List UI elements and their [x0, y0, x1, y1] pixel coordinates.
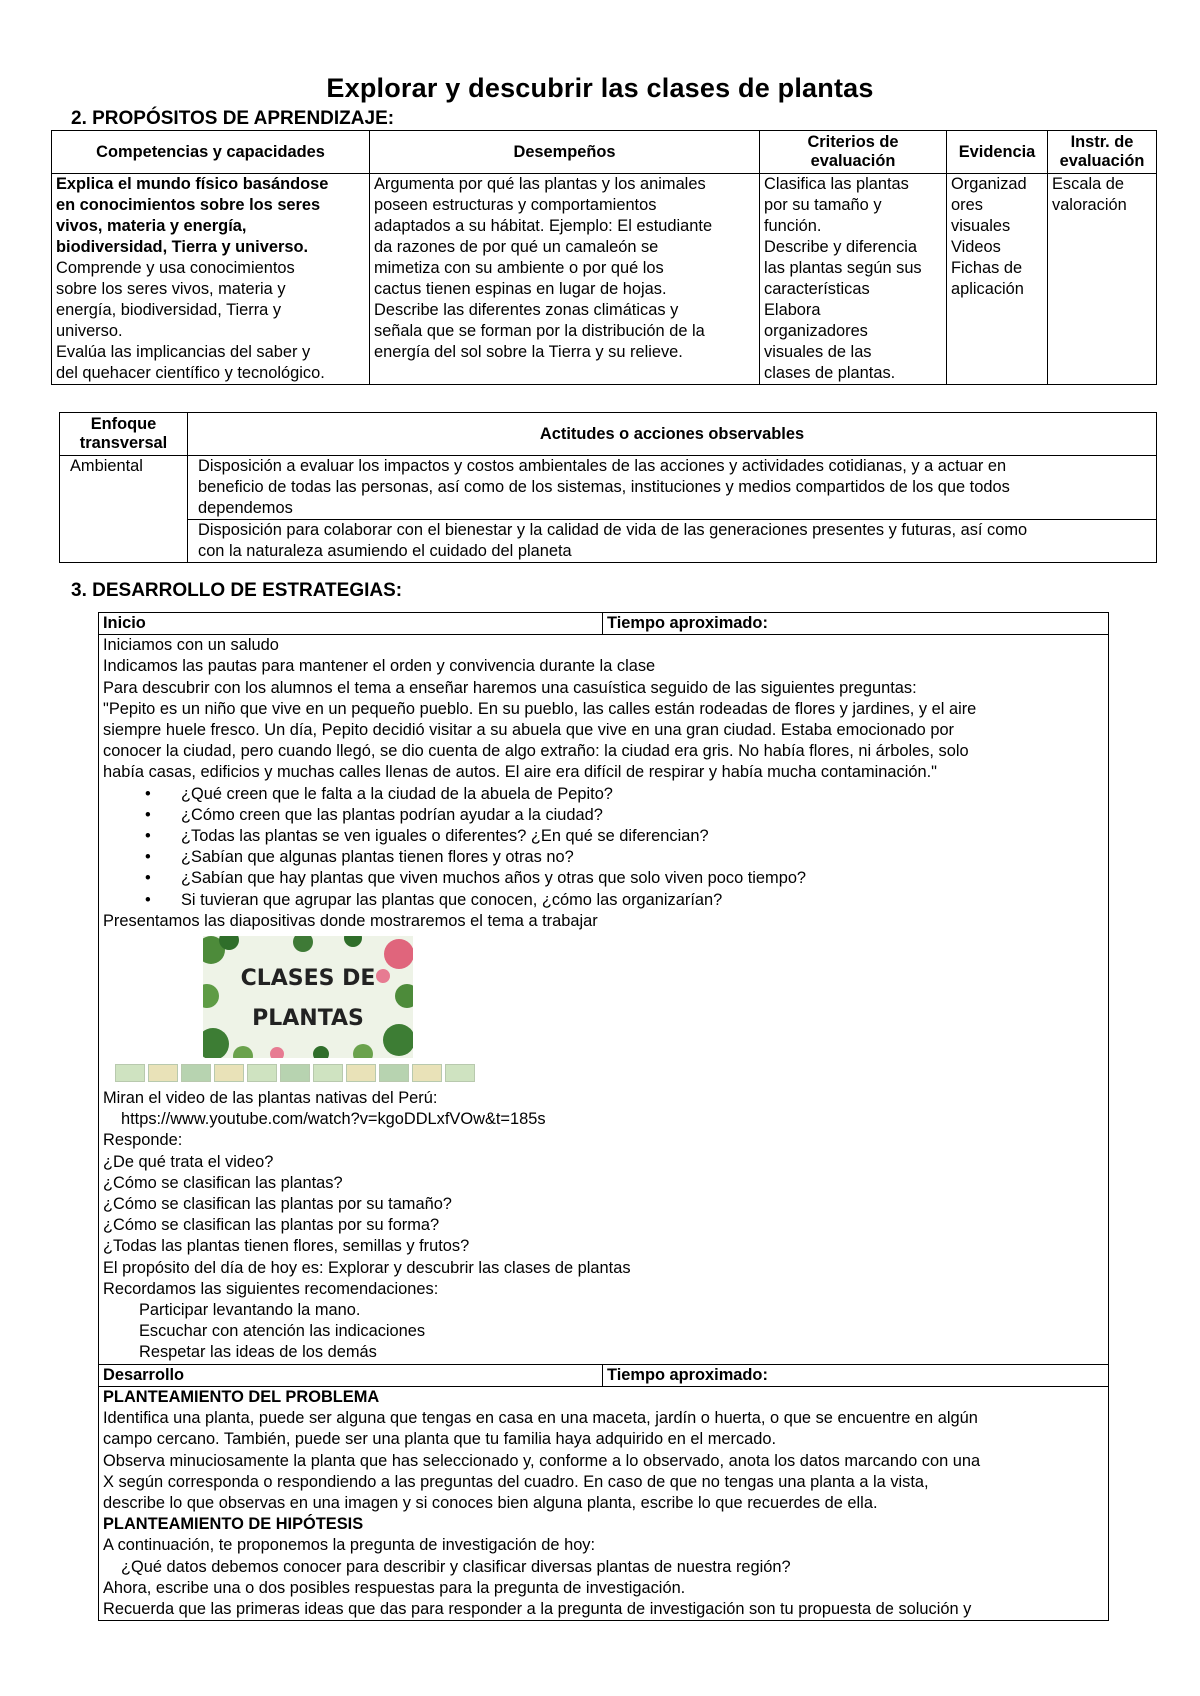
- criterio-line: las plantas según sus: [764, 259, 922, 277]
- criterio-line: visuales de las: [764, 343, 872, 361]
- desempeno-line: Describe las diferentes zonas climáticas y: [374, 301, 679, 319]
- header-evidencia: Evidencia: [947, 131, 1048, 174]
- actitudes-header: Actitudes o acciones observables: [188, 413, 1157, 456]
- slide-thumbnail: [203, 936, 413, 1058]
- desarrollo-label: Desarrollo: [99, 1364, 603, 1386]
- criterio-line: clases de plantas.: [764, 364, 896, 382]
- problema-title: PLANTEAMIENTO DEL PROBLEMA: [103, 1387, 380, 1406]
- desempeno-line: mimetiza con su ambiente o por qué los: [374, 259, 664, 277]
- list-item: • Si tuvieran que agrupar las plantas que conocen, ¿cómo las organizarían?: [181, 890, 1104, 911]
- instrumento-cell: [1048, 174, 1157, 385]
- inicio-line: ¿Todas las plantas tienen flores, semillas y frutos?: [103, 1237, 470, 1256]
- evidencia-line: Videos: [951, 238, 1001, 256]
- inicio-line: ¿Cómo se clasifican las plantas por su tamaño?: [103, 1195, 452, 1214]
- estrategias-table: [98, 612, 1109, 1621]
- actitud-1-cell: [188, 456, 1157, 520]
- desempeno-line: energía del sol sobre la Tierra y su relieve.: [374, 343, 683, 361]
- slide-thumb: [445, 1064, 475, 1082]
- slide-thumb: [379, 1064, 409, 1082]
- slide-thumb: [313, 1064, 343, 1082]
- capacidad-line: sobre los seres vivos, materia y: [56, 280, 286, 298]
- recomendacion-item: Respetar las ideas de los demás: [139, 1343, 377, 1362]
- actitud-2-cell: [188, 520, 1157, 563]
- capacidad-line: universo.: [56, 322, 123, 340]
- propositos-table: [51, 130, 1157, 385]
- desarrollo-line: describe lo que observas en una imagen y si conoces bien alguna planta, escribe lo que recuerdes de ella.: [103, 1493, 878, 1512]
- inicio-line: ¿Cómo se clasifican las plantas?: [103, 1173, 343, 1192]
- section-3-heading: 3. DESARROLLO DE ESTRATEGIAS:: [71, 580, 403, 601]
- inicio-line: Recordamos las siguientes recomendaciones:: [103, 1279, 439, 1298]
- evidencia-line: Fichas de: [951, 259, 1023, 277]
- slide-thumb: [412, 1064, 442, 1082]
- inicio-line: Responde:: [103, 1131, 183, 1150]
- inicio-line: ¿Cómo se clasifican las plantas por su forma?: [103, 1216, 440, 1235]
- desarrollo-line: Recuerda que las primeras ideas que das para responder a la pregunta de investigación son tu propuesta de solución y: [103, 1599, 972, 1618]
- enfoque-name: Ambiental: [60, 456, 188, 563]
- list-item: • ¿Sabían que algunas plantas tienen flores y otras no?: [181, 847, 1104, 868]
- desempeno-line: adaptados a su hábitat. Ejemplo: El estudiante: [374, 217, 713, 235]
- list-item: • ¿Todas las plantas se ven iguales o diferentes? ¿En qué se diferencian?: [181, 826, 1104, 847]
- hipotesis-title: PLANTEAMIENTO DE HIPÓTESIS: [103, 1515, 364, 1534]
- slide-title-line2: PLANTAS: [252, 1006, 364, 1032]
- desempeno-line: Argumenta por qué las plantas y los animales: [374, 175, 706, 193]
- actitud-line: Disposición para colaborar con el bienestar y la calidad de vida de las generaciones presentes y futuras, así como: [198, 521, 1028, 539]
- actitud-line: dependemos: [198, 499, 293, 517]
- slide-thumb: [214, 1064, 244, 1082]
- inicio-line: conocer la ciudad, pero cuando llegó, se dio cuenta de algo extraño: la ciudad era gris. No había flores, ni árboles, solo: [103, 742, 969, 761]
- evidencia-line: ores: [951, 196, 983, 214]
- evidencia-line: aplicación: [951, 280, 1024, 298]
- actitud-line: con la naturaleza asumiendo el cuidado del planeta: [198, 542, 572, 560]
- recomendacion-item: Participar levantando la mano.: [139, 1301, 361, 1320]
- capacidad-line: del quehacer científico y tecnológico.: [56, 364, 325, 382]
- enfoque-header: Enfoque transversal: [60, 413, 188, 456]
- criterio-line: características: [764, 280, 870, 298]
- competencias-cell: [52, 174, 370, 385]
- section-2-heading: 2. PROPÓSITOS DE APRENDIZAJE:: [71, 108, 395, 129]
- desempeno-line: da razones de por qué un camaleón se: [374, 238, 659, 256]
- slide-thumbnail-strip: [115, 1064, 485, 1082]
- desarrollo-line: Ahora, escribe una o dos posibles respuestas para la pregunta de investigación.: [103, 1578, 686, 1597]
- inicio-line: Indicamos las pautas para mantener el orden y convivencia durante la clase: [103, 657, 656, 676]
- desarrollo-line: Observa minuciosamente la planta que has seleccionado y, conforme a lo observado, anota los datos marcando con una: [103, 1451, 981, 1470]
- inicio-label: Inicio: [99, 613, 603, 635]
- competencia-line: vivos, materia y energía,: [56, 217, 247, 235]
- criterio-line: Describe y diferencia: [764, 238, 918, 256]
- desempeno-line: señala que se forman por la distribución de la: [374, 322, 705, 340]
- evidencia-line: visuales: [951, 217, 1011, 235]
- capacidad-line: Evalúa las implicancias del saber y: [56, 343, 311, 361]
- hipotesis-question: ¿Qué datos debemos conocer para describir y clasificar diversas plantas de nuestra región?: [121, 1557, 791, 1576]
- inicio-line: Para descubrir con los alumnos el tema a enseñar haremos una casuística seguido de las siguientes preguntas:: [103, 678, 917, 697]
- header-desempenos: Desempeños: [370, 131, 760, 174]
- criterio-line: por su tamaño y: [764, 196, 882, 214]
- header-instrumento: Instr. de evaluación: [1048, 131, 1157, 174]
- inicio-line: "Pepito es un niño que vive en un pequeño pueblo. En su pueblo, las calles están rodeadas de flores y jardines, y el aire: [103, 699, 977, 718]
- desarrollo-line: X según corresponda o respondiendo a las preguntas del cuadro. En caso de que no tengas una planta a la vista,: [103, 1472, 929, 1491]
- header-competencias: Competencias y capacidades: [52, 131, 370, 174]
- header-criterios: Criterios de evaluación: [760, 131, 947, 174]
- slide-thumb: [280, 1064, 310, 1082]
- slide-title-line1: CLASES DE: [240, 966, 376, 992]
- inicio-tiempo: Tiempo aproximado:: [603, 613, 1109, 635]
- inicio-line: Iniciamos con un saludo: [103, 636, 279, 655]
- list-item: • ¿Sabían que hay plantas que viven muchos años y otras que solo viven poco tiempo?: [181, 868, 1104, 889]
- slide-thumb: [148, 1064, 178, 1082]
- slide-thumb: [346, 1064, 376, 1082]
- criterio-line: función.: [764, 217, 822, 235]
- slide-thumb: [247, 1064, 277, 1082]
- capacidad-line: Comprende y usa conocimientos: [56, 259, 295, 277]
- competencia-line: biodiversidad, Tierra y universo.: [56, 238, 309, 256]
- competencia-line: Explica el mundo físico basándose: [56, 175, 329, 193]
- criterio-line: organizadores: [764, 322, 868, 340]
- inicio-line: ¿De qué trata el video?: [103, 1152, 274, 1171]
- desarrollo-line: campo cercano. También, puede ser una planta que tu familia haya adquirido en el mercado.: [103, 1430, 777, 1449]
- criterio-line: Clasifica las plantas: [764, 175, 909, 193]
- actitud-line: beneficio de todas las personas, así como de los sistemas, instituciones y medios compartidos de los que todos: [198, 478, 1010, 496]
- desarrollo-line: Identifica una planta, puede ser alguna que tengas en casa en una maceta, jardín o huerta, o que se encuentre en algún: [103, 1409, 978, 1428]
- evidencia-cell: [947, 174, 1048, 385]
- enfoque-table: [59, 412, 1157, 563]
- desarrollo-tiempo: Tiempo aproximado:: [603, 1364, 1109, 1386]
- criterio-line: Elabora: [764, 301, 821, 319]
- preguntas-list: [103, 784, 1104, 911]
- inicio-line: Presentamos las diapositivas donde mostraremos el tema a trabajar: [103, 911, 598, 930]
- inicio-line: El propósito del día de hoy es: Explorar y descubrir las clases de plantas: [103, 1258, 631, 1277]
- evidencia-line: Organizad: [951, 175, 1027, 193]
- desempeno-line: cactus tienen espinas en lugar de hojas.: [374, 280, 667, 298]
- actitud-line: Disposición a evaluar los impactos y costos ambientales de las acciones y actividades cotidianas, y a actuar en: [198, 457, 1007, 475]
- instrumento-line: valoración: [1052, 196, 1127, 214]
- slides-preview-image: [103, 936, 503, 1086]
- inicio-line: siempre huele fresco. Un día, Pepito decidió visitar a su abuela que vive en una gran ciudad. Estaba emocionado por: [103, 721, 955, 740]
- criterios-cell: [760, 174, 947, 385]
- video-link[interactable]: https://www.youtube.com/watch?v=kgoDDLxfVOw&t=185s: [121, 1110, 546, 1129]
- recomendacion-item: Escuchar con atención las indicaciones: [139, 1322, 426, 1341]
- competencia-line: en conocimientos sobre los seres: [56, 196, 321, 214]
- desarrollo-content: [99, 1386, 1109, 1620]
- inicio-content: [99, 635, 1109, 1364]
- slide-thumb: [115, 1064, 145, 1082]
- desempeno-line: poseen estructuras y comportamientos: [374, 196, 657, 214]
- inicio-line: había casas, edificios y muchas calles llenas de autos. El aire era difícil de respirar y había mucha contaminación.": [103, 763, 937, 782]
- slide-thumb: [181, 1064, 211, 1082]
- list-item: • ¿Cómo creen que las plantas podrían ayudar a la ciudad?: [181, 805, 1104, 826]
- desempenos-cell: [370, 174, 760, 385]
- instrumento-line: Escala de: [1052, 175, 1124, 193]
- desarrollo-line: A continuación, te proponemos la pregunta de investigación de hoy:: [103, 1536, 596, 1555]
- list-item: • ¿Qué creen que le falta a la ciudad de la abuela de Pepito?: [181, 784, 1104, 805]
- page-title: Explorar y descubrir las clases de plantas: [326, 73, 874, 103]
- inicio-line: Miran el video de las plantas nativas del Perú:: [103, 1089, 438, 1108]
- capacidad-line: energía, biodiversidad, Tierra y: [56, 301, 282, 319]
